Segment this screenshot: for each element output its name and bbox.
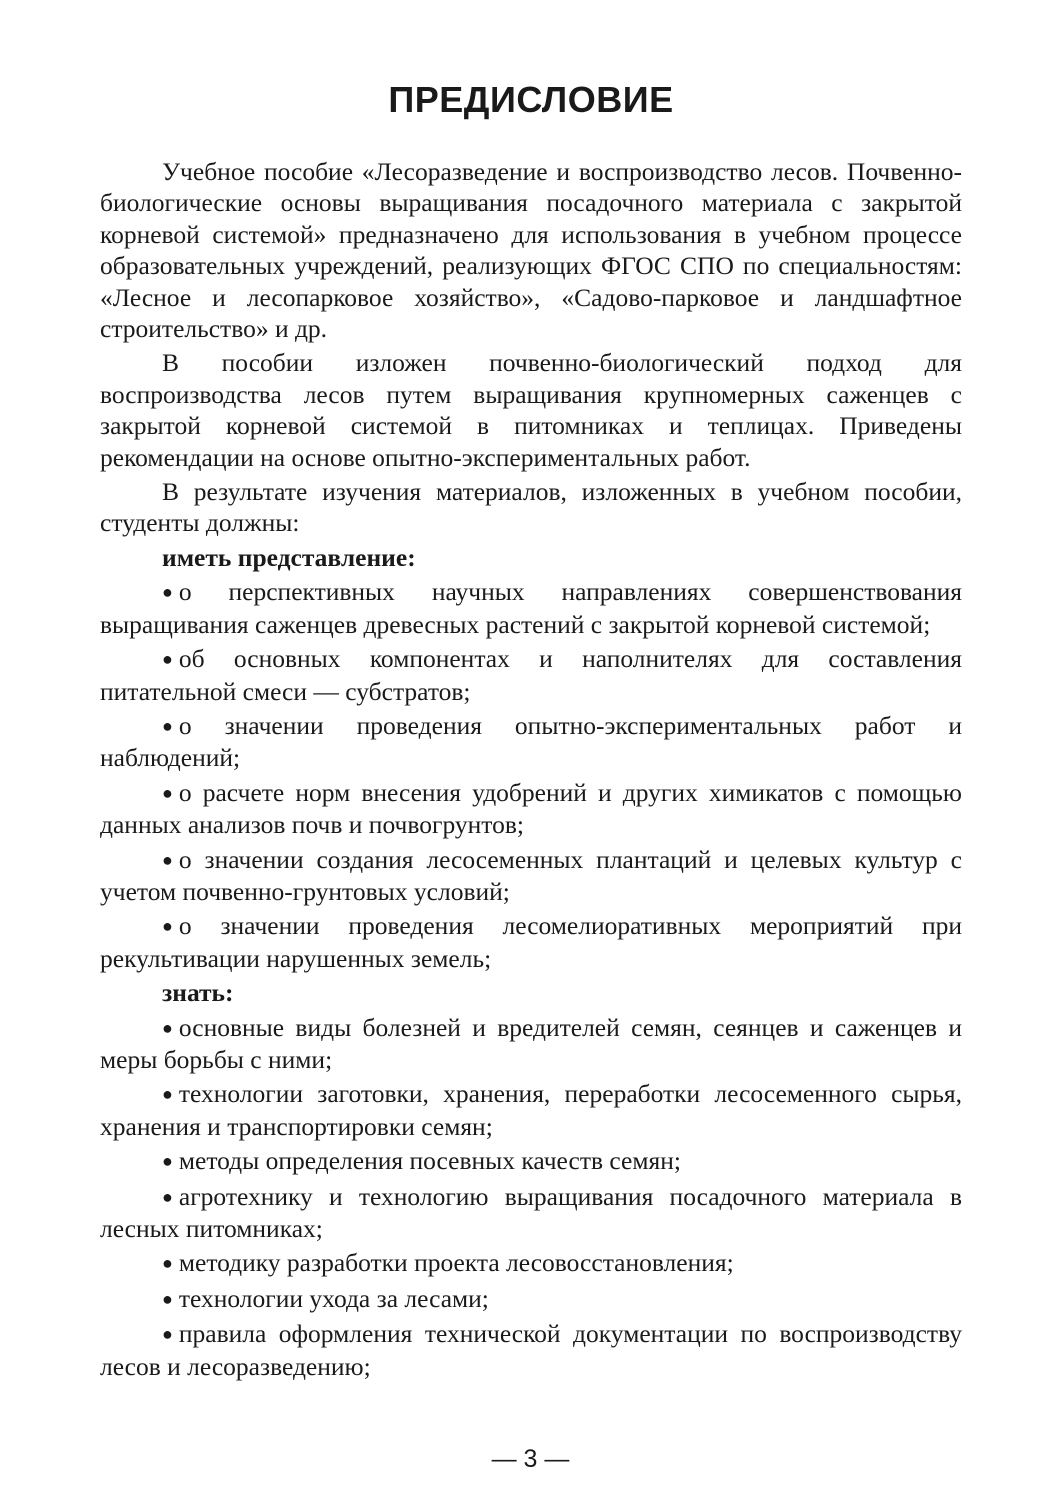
list-item-text: основные виды болезней и вредителей семян, сеянцев и саженцев и меры борьбы с ними; <box>100 1012 962 1074</box>
bullet-icon: ● <box>162 782 173 803</box>
list-item-text: методику разработки проекта лесовосстановления; <box>178 1248 734 1278</box>
list-item <box>100 1318 962 1382</box>
list-item-text: о перспективных научных направлениях совершенствования выращивания саженцев древесных растений с закрытой корневой системой; <box>100 577 962 639</box>
bullet-icon: ● <box>162 1288 173 1309</box>
list-item-text: о значении проведения опытно-экспериментальных работ и наблюдений; <box>100 710 962 773</box>
document-page <box>100 78 962 1385</box>
intro-paragraph-2: В пособии изложен почвенно-биологический подход для воспроизводства лесов путем выращивания крупномерных саженцев с закрытой корневой системой в питомниках и теплицах. Приведены рекомендации на основе опытно-экспериментальных работ. <box>100 348 962 472</box>
list-item-text: о значении проведения лесомелиоративных мероприятий при рекультивации нарушенных земель; <box>100 911 962 973</box>
intro-paragraph-1: Учебное пособие «Лесоразведение и воспроизводство лесов. Почвенно-биологические основы выращивания посадочного материала с закрытой корневой системой» предназначено для использования в учебном процессе образовательных учреждений, реализующих ФГОС СПО по специальностям: «Лесное и лесопарковое хозяйство», «Садово-парковое и ландшафтное строительство» и др. <box>100 157 962 344</box>
bullet-icon: ● <box>162 715 173 736</box>
list-item <box>100 1181 962 1245</box>
list-item-text: методы определения посевных качеств семян; <box>178 1146 681 1176</box>
bullet-icon: ● <box>162 1017 173 1038</box>
section-heading-know: знать: <box>162 978 234 1008</box>
list-item <box>100 1012 962 1076</box>
bullet-icon: ● <box>162 1324 173 1345</box>
list-item <box>100 910 962 974</box>
intro-paragraph-3: В результате изучения материалов, изложенных в учебном пособии, студенты должны: <box>100 477 962 538</box>
bullet-icon: ● <box>162 1084 173 1105</box>
list-item-text: технологии ухода за лесами; <box>178 1283 489 1313</box>
list-item-text: о значении создания лесосеменных плантаций и целевых культур с учетом почвенно-грунтовых условий; <box>100 844 962 906</box>
page-title: ПРЕДИСЛОВИЕ <box>388 79 674 120</box>
list-item <box>100 844 962 908</box>
page-number: — 3 — <box>491 1445 570 1473</box>
list-item <box>100 1247 962 1279</box>
list-item-text: агротехнику и технологию выращивания посадочного материала в лесных питомниках; <box>100 1181 962 1243</box>
bullet-icon: ● <box>162 649 173 670</box>
list-item <box>100 576 962 640</box>
bullet-icon: ● <box>162 849 173 870</box>
list-item <box>100 1145 962 1177</box>
list-item <box>100 1078 962 1142</box>
bullet-icon: ● <box>162 1253 173 1274</box>
section-heading-have-idea: иметь представление: <box>162 542 416 572</box>
list-item-text: об основных компонентах и наполнителях для составления питательной смеси — субстратов; <box>100 644 962 706</box>
list-item-text: технологии заготовки, хранения, переработки лесосеменного сырья, хранения и транспортировки семян; <box>100 1079 962 1141</box>
bullet-icon: ● <box>162 1186 173 1207</box>
list-item <box>100 1283 962 1315</box>
list-item-text: о расчете норм внесения удобрений и других химикатов с помощью данных анализов почв и почвогрунтов; <box>100 777 962 840</box>
bullet-icon: ● <box>162 916 173 937</box>
bullet-icon: ● <box>162 1151 173 1172</box>
bullet-icon: ● <box>162 582 173 603</box>
list-item <box>100 777 962 841</box>
list-item <box>100 710 962 774</box>
list-item-text: правила оформления технической документации по воспроизводству лесов и лесоразведению; <box>100 1319 962 1381</box>
list-item <box>100 643 962 707</box>
